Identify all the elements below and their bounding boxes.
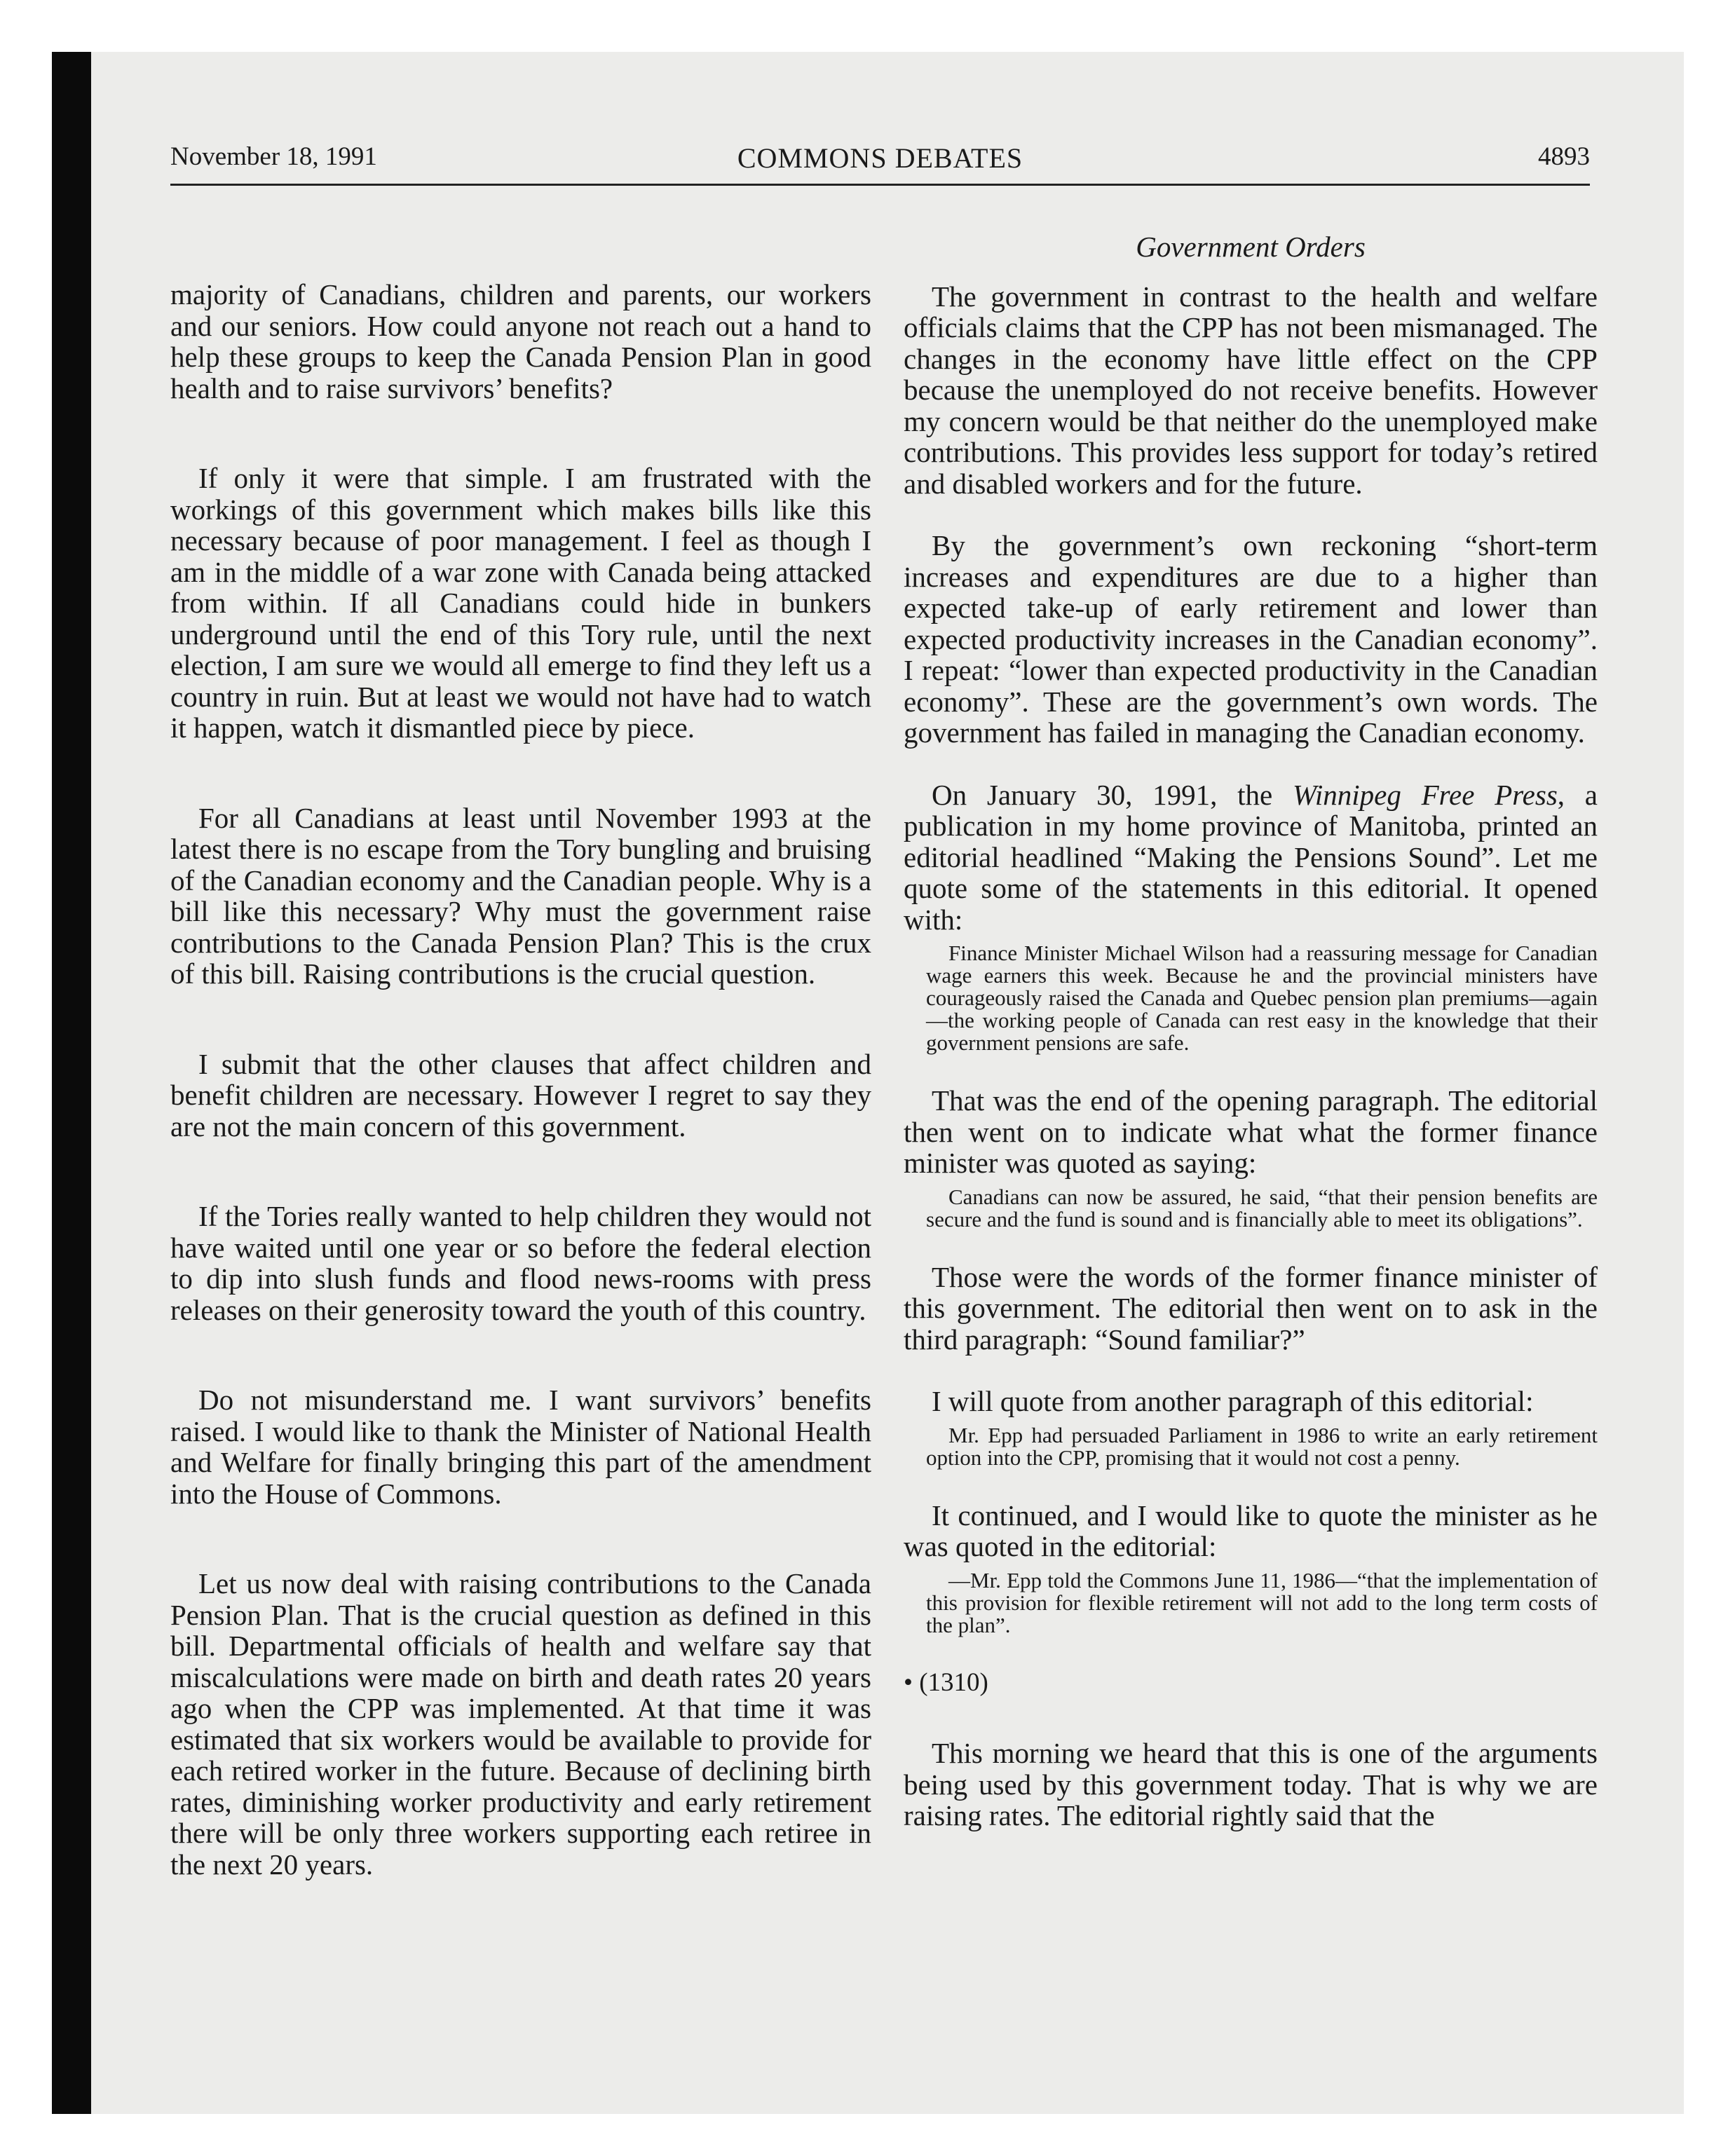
paragraph: Do not misunderstand me. I want survivors’ benefits raised. I would like to thank the Minister of National Health and Welfare for finally bringing this part of the amendment into the House of Commons. [170,1384,871,1510]
paragraph: It continued, and I would like to quote the minister as he was quoted in the editorial: [904,1499,1598,1562]
header-page-number: 4893 [1538,142,1590,171]
left-column [170,279,871,1939]
paragraph: I submit that the other clauses that affect children and benefit children are necessary. However I regret to say they are not the main concern of this government. [170,1047,871,1142]
paragraph-text: On January 30, 1991, the [932,778,1293,811]
paragraph [904,779,1598,936]
paragraph: The government in contrast to the health and welfare officials claims that the CPP has not been mismanaged. The changes in the economy have little effect on the CPP because the unemployed do not receive benefits. However my concern would be that neither do the unemployed make contributions. This provides less support for today’s retired and disabled workers and for the future. [904,280,1598,500]
paragraph-text: , a publication in my home province of Manitoba, printed an editorial headlined “Making the Pensions Sound”. Let me quote some of the statements in this editorial. It opened with: [904,778,1598,936]
paragraph: If only it were that simple. I am frustrated with the workings of this government which makes bills like this necessary because of poor management. I feel as though I am in the middle of a war zone with Canada being attacked from within. If all Canadians could hide in bunkers underground until the end of this Tory rule, until the next election, I am sure we would all emerge to find they left us a country in ruin. But at least we would not have had to watch it happen, watch it dismantled piece by piece. [170,462,871,744]
paragraph: I will quote from another paragraph of this editorial: [932,1385,1534,1417]
right-column [904,231,1598,1862]
section-title: Government Orders [1136,231,1366,263]
paragraph: Let us now deal with raising contributions to the Canada Pension Plan. That is the crucial question as defined in this bill. Departmental officials of health and welfare say that miscalculations were made on birth and death rates 20 years ago when the CPP was implemented. At that time it was estimated that six workers would be available to provide for each retired worker in the future. Because of declining birth rates, diminishing worker productivity and early retirement there will be only three workers supporting each retiree in the next 20 years. [170,1567,871,1881]
paragraph: Those were the words of the former finance minister of this government. The editorial then went on to ask in the third paragraph: “Sound familiar?” [904,1260,1598,1356]
paragraph: If the Tories really wanted to help children they would not have waited until one year or so before the federal election to dip into slush funds and flood news-rooms with press releases on their generosity toward the youth of this country. [170,1200,871,1326]
block-quote: Canadians can now be assured, he said, “that their pension benefits are secure and the fund is sound and is financially able to meet its obligations”. [926,1184,1598,1231]
block-quote: —Mr. Epp told the Commons June 11, 1986—“that the implementation of this provision for flexible retirement will not add to the long term costs of the plan”. [926,1567,1598,1637]
paragraph: That was the end of the opening paragraph. The editorial then went on to indicate what what the former finance minister was quoted as saying: [904,1084,1598,1179]
header-publication-title: COMMONS DEBATES [737,142,1023,174]
header-date: November 18, 1991 [170,142,377,171]
header-rule [170,184,1590,186]
scan-binding-edge [52,52,91,2114]
paragraph: For all Canadians at least until November 1993 at the latest there is no escape from the Tory bungling and bruising of the Canadian economy and the Canadian people. Why is a bill like this necessary? Why must the government raise contributions to the Canada Pension Plan? This is the crux of this bill. Raising contributions is the crucial question. [170,801,872,990]
paragraph: This morning we heard that this is one of the arguments being used by this government today. That is why we are raising rates. The editorial rightly said that the [904,1737,1598,1831]
paragraph: majority of Canadians, children and parents, our workers and our seniors. How could anyone not reach out a hand to help these groups to keep the Canada Pension Plan in good health and to raise survivors’ benefits? [170,278,871,404]
block-quote: Mr. Epp had persuaded Parliament in 1986 to write an early retirement option into the CPP, promising that it would not cost a penny. [926,1422,1598,1470]
block-quote: Finance Minister Michael Wilson had a reassuring message for Canadian wage earners this week. Because he and the provincial ministers have courageously raised the Canada and Quebec pension plan premiums—again—the working people of Canada can rest easy in the knowledge that their government pensions are safe. [926,941,1598,1055]
newspaper-name: Winnipeg Free Press [1292,778,1558,811]
time-marker: • (1310) [904,1667,988,1697]
page-header [170,142,1590,185]
paragraph: By the government’s own reckoning “short-term increases and expenditures are due to a higher than expected take-up of early retirement and lower than expected productivity increases in the Canadian economy”. I repeat: “lower than expected productivity in the Canadian economy”. These are the government’s own words. The government has failed in managing the Canadian economy. [904,529,1598,749]
